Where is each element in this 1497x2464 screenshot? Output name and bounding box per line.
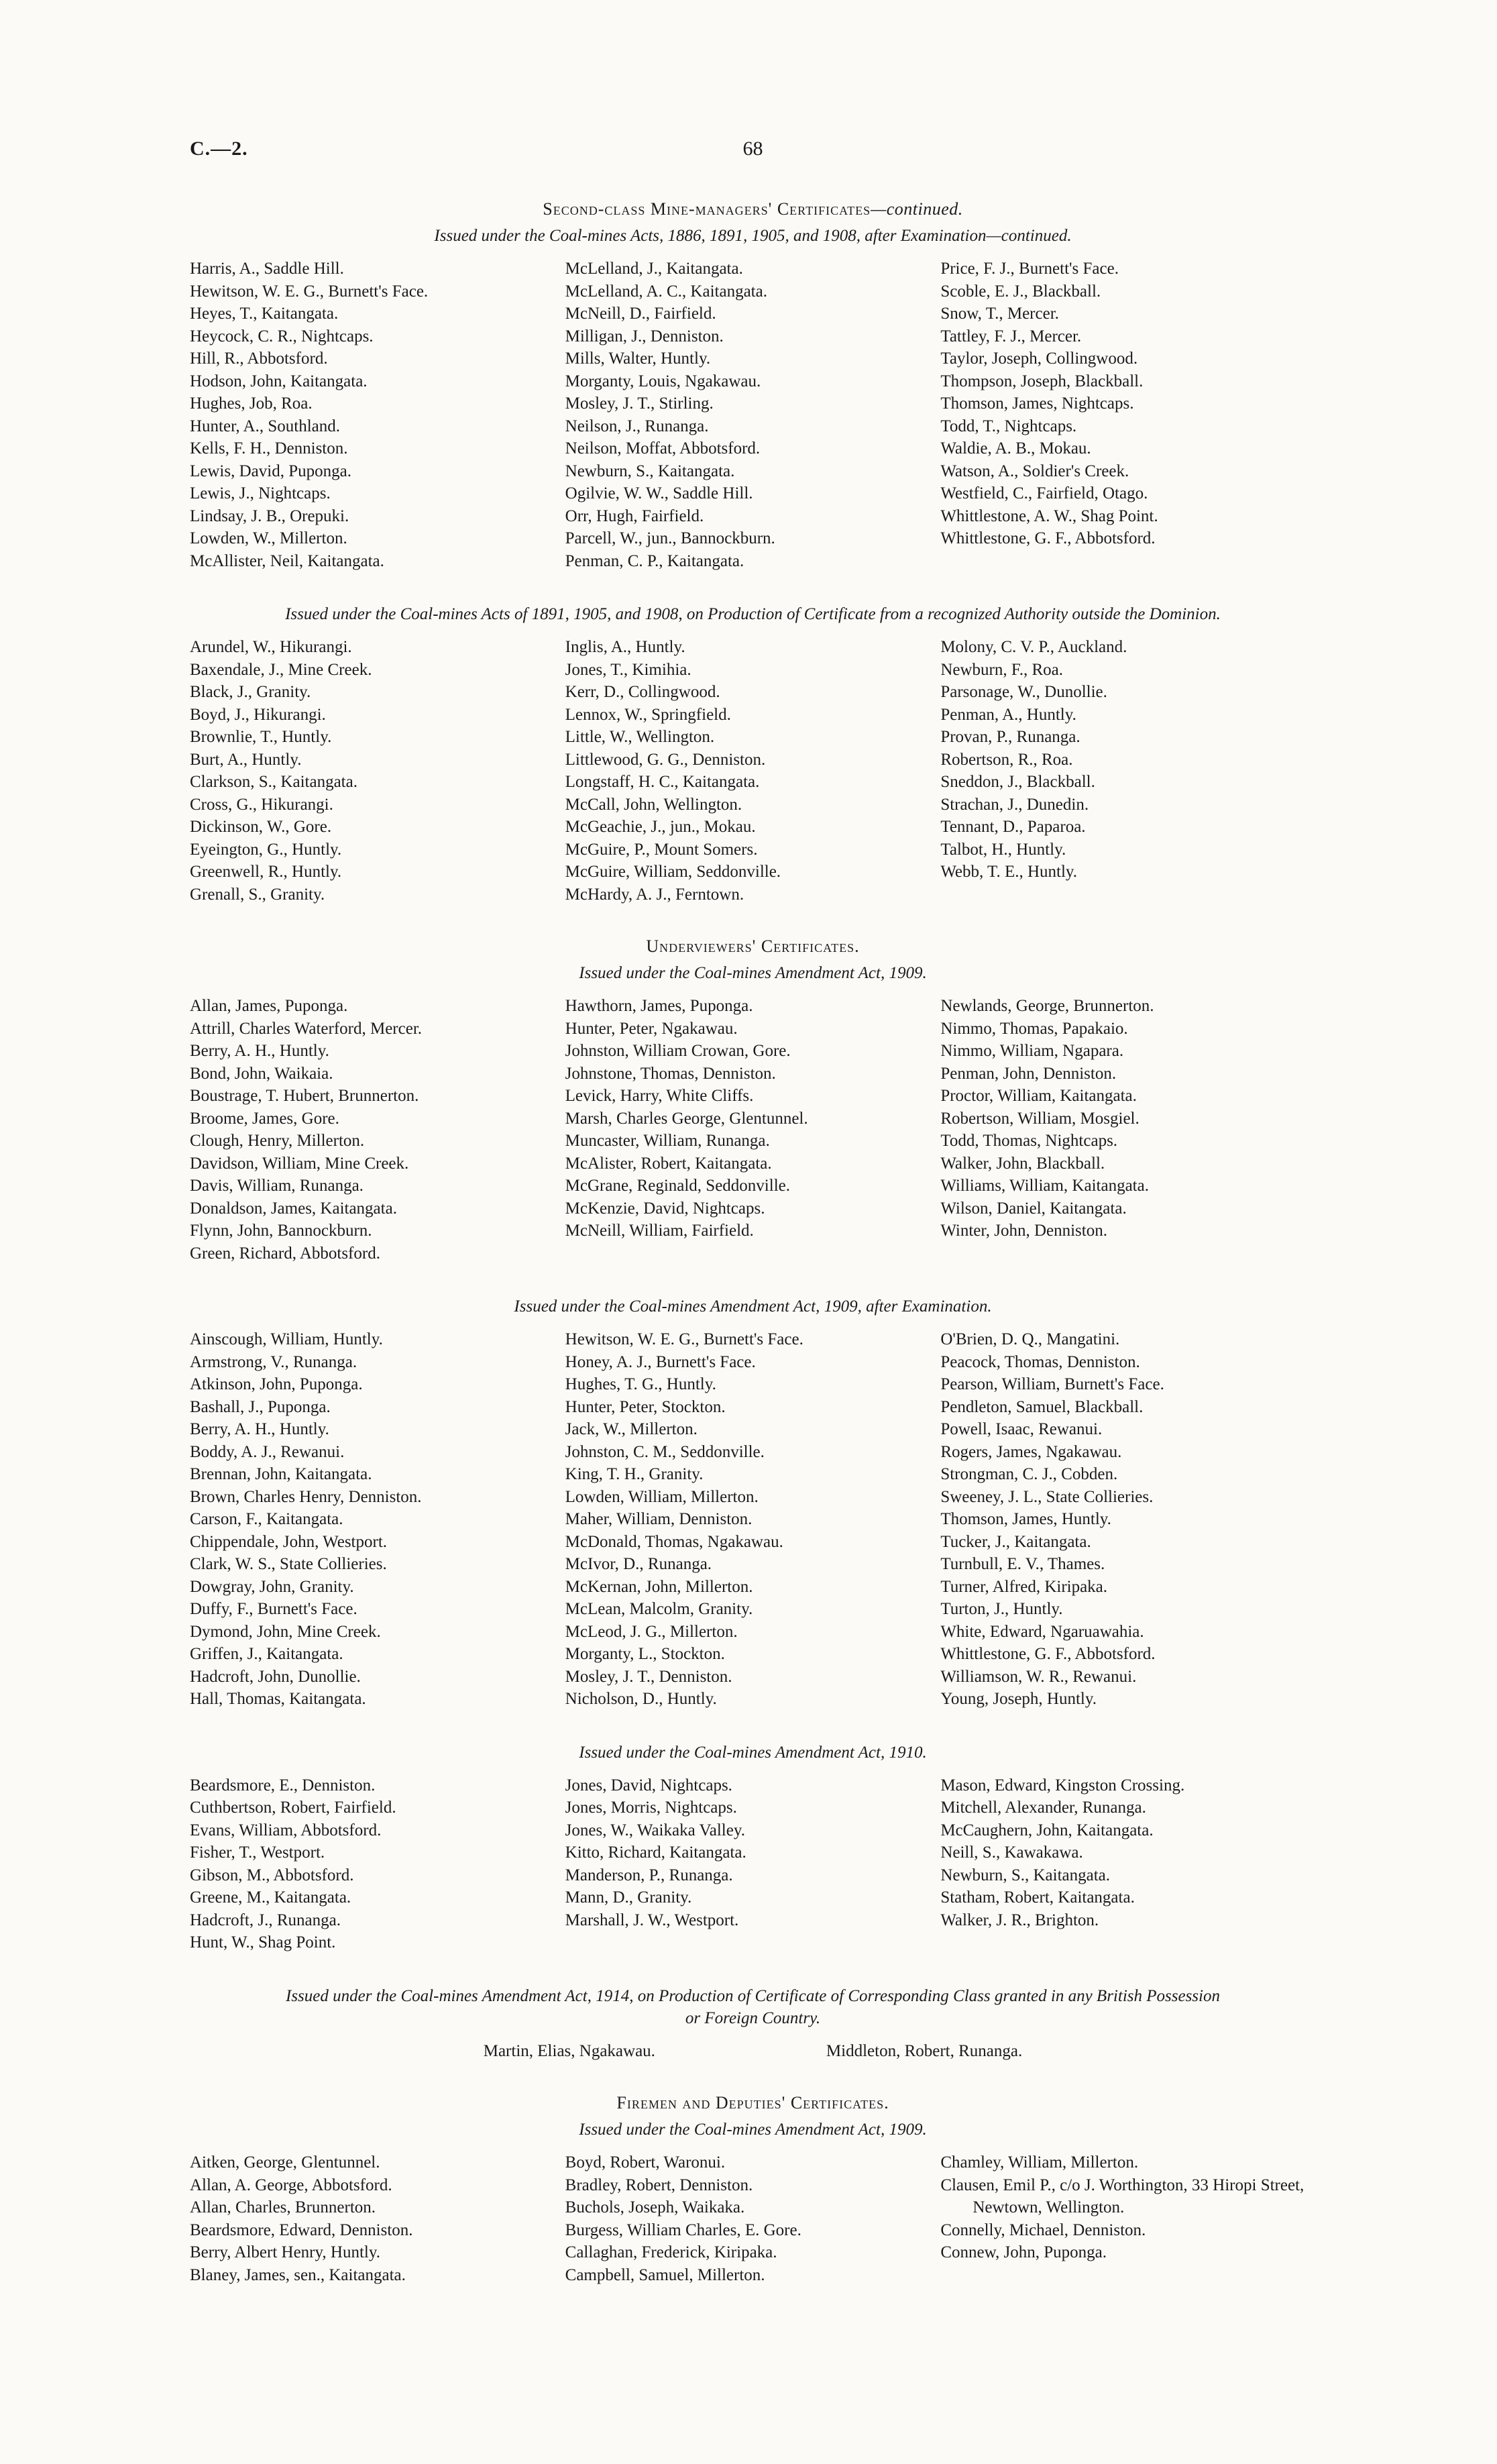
certificate-holder-entry: Jones, W., Waikaka Valley. — [565, 1821, 745, 1839]
certificate-holder-entry: Lennox, W., Springfield. — [565, 705, 731, 724]
name-column — [940, 1328, 1316, 1711]
certificate-holder-entry: Honey, A. J., Burnett's Face. — [565, 1352, 756, 1371]
certificate-holder-entry: Green, Richard, Abbotsford. — [190, 1244, 380, 1263]
certificate-holder-entry: Bradley, Robert, Denniston. — [565, 2176, 753, 2194]
certificate-holder-entry: Ainscough, William, Huntly. — [190, 1330, 383, 1348]
certificate-holder-entry: McHardy, A. J., Ferntown. — [565, 885, 744, 904]
certificate-holder-entry: Johnston, William Crowan, Gore. — [565, 1042, 791, 1060]
certificate-holder-entry: Brown, Charles Henry, Denniston. — [190, 1487, 422, 1506]
section-subtitle: Issued under the Coal-mines Amendment Act, 1910. — [579, 1743, 927, 1762]
certificate-holder-entry: Hewitson, W. E. G., Burnett's Face. — [190, 282, 429, 301]
certificate-holder-entry: Lewis, David, Puponga. — [190, 462, 351, 480]
certificate-holder-entry: Walker, J. R., Brighton. — [940, 1911, 1099, 1929]
sections-container — [190, 199, 1316, 2286]
name-columns — [190, 1328, 1316, 1711]
certificate-holder-entry: Boyd, Robert, Waronui. — [565, 2153, 726, 2172]
certificate-holder-entry: Penman, C. P., Kaitangata. — [565, 551, 744, 570]
certificate-holder-entry: Price, F. J., Burnett's Face. — [940, 260, 1119, 278]
name-column — [565, 636, 941, 906]
certificate-holder-entry: Tucker, J., Kaitangata. — [940, 1532, 1091, 1551]
certificate-holder-entry: Chippendale, John, Westport. — [190, 1532, 388, 1551]
name-column — [940, 1774, 1316, 1954]
certificate-holder-entry: Nimmo, Thomas, Papakaio. — [940, 1019, 1128, 1038]
certificate-holder-entry: Johnston, C. M., Seddonville. — [565, 1442, 765, 1461]
certificate-holder-entry: Burgess, William Charles, E. Gore. — [565, 2220, 801, 2239]
certificate-section — [190, 1295, 1316, 1711]
certificate-holder-entry: Newburn, S., Kaitangata. — [940, 1866, 1111, 1884]
name-column — [190, 995, 565, 1265]
certificate-holder-entry: Williamson, W. R., Rewanui. — [940, 1667, 1137, 1686]
certificate-holder-entry: Atkinson, John, Puponga. — [190, 1375, 363, 1393]
certificate-holder-entry: Parsonage, W., Dunollie. — [940, 683, 1107, 701]
certificate-holder-entry: Marsh, Charles George, Glentunnel. — [565, 1109, 808, 1128]
certificate-holder-entry: Evans, William, Abbotsford. — [190, 1821, 382, 1839]
certificate-holder-entry: Whittlestone, G. F., Abbotsford. — [940, 529, 1156, 547]
certificate-holder-entry: Fisher, T., Westport. — [190, 1843, 325, 1862]
certificate-holder-entry: Heycock, C. R., Nightcaps. — [190, 327, 374, 345]
certificate-holder-entry: Armstrong, V., Runanga. — [190, 1352, 357, 1371]
certificate-holder-entry: Nicholson, D., Huntly. — [565, 1690, 717, 1708]
certificate-holder-entry: Lewis, J., Nightcaps. — [190, 484, 331, 502]
certificate-holder-entry: Whittlestone, G. F., Abbotsford. — [940, 1645, 1156, 1663]
certificate-holder-entry: Mitchell, Alexander, Runanga. — [940, 1799, 1146, 1817]
certificate-holder-entry: Duffy, F., Burnett's Face. — [190, 1600, 357, 1618]
certificate-holder-entry: Williams, William, Kaitangata. — [940, 1177, 1149, 1195]
certificate-holder-entry: Jones, T., Kimihia. — [565, 660, 691, 679]
certificate-holder-entry: Hewitson, W. E. G., Burnett's Face. — [565, 1330, 803, 1348]
name-column — [190, 1774, 565, 1954]
section-heading-suffix: —continued. — [871, 199, 963, 219]
name-column — [190, 1328, 565, 1711]
certificate-holder-entry: King, T. H., Granity. — [565, 1465, 704, 1483]
certificate-holder-entry: Mosley, J. T., Stirling. — [565, 394, 714, 413]
certificate-holder-entry: Molony, C. V. P., Auckland. — [940, 638, 1127, 656]
certificate-holder-entry: Berry, A. H., Huntly. — [190, 1420, 329, 1438]
certificate-holder-entry: Hughes, T. G., Huntly. — [565, 1375, 716, 1393]
certificate-holder-entry: Flynn, John, Bannockburn. — [190, 1222, 372, 1240]
certificate-holder-entry: Kitto, Richard, Kaitangata. — [565, 1843, 746, 1862]
certificate-holder-entry: Hadcroft, J., Runanga. — [190, 1911, 341, 1929]
certificate-holder-entry: Turner, Alfred, Kiripaka. — [940, 1577, 1108, 1596]
name-column — [565, 2151, 941, 2286]
certificate-holder-entry: Ogilvie, W. W., Saddle Hill. — [565, 484, 753, 502]
name-column — [565, 995, 941, 1265]
certificate-holder-entry: Robertson, William, Mosgiel. — [940, 1109, 1140, 1128]
certificate-holder-entry: Hughes, Job, Roa. — [190, 394, 313, 413]
certificate-holder-entry: O'Brien, D. Q., Mangatini. — [940, 1330, 1120, 1348]
certificate-holder-entry: Cross, G., Hikurangi. — [190, 795, 333, 814]
certificate-holder-entry: Baxendale, J., Mine Creek. — [190, 660, 372, 679]
certificate-holder-entry: Mills, Walter, Huntly. — [565, 350, 711, 368]
certificate-holder-entry: Jack, W., Millerton. — [565, 1420, 698, 1438]
certificate-holder-entry: Donaldson, James, Kaitangata. — [190, 1199, 397, 1218]
certificate-holder-entry: Davis, William, Runanga. — [190, 1177, 364, 1195]
certificate-holder-entry: Hadcroft, John, Dunollie. — [190, 1667, 361, 1686]
certificate-holder-entry: Neilson, J., Runanga. — [565, 417, 709, 435]
certificate-holder-entry: Statham, Robert, Kaitangata. — [940, 1888, 1135, 1907]
certificate-holder-entry: Webb, T. E., Huntly. — [940, 863, 1078, 881]
certificate-holder-entry: Maher, William, Denniston. — [565, 1510, 753, 1528]
certificate-holder-entry: Scoble, E. J., Blackball. — [940, 282, 1101, 301]
certificate-holder-entry: Clausen, Emil P., c/o J. Worthington, 33 Hiropi Street, Newtown, Wellington. — [940, 2176, 1305, 2216]
certificate-holder-entry: Blaney, James, sen., Kaitangata. — [190, 2265, 406, 2284]
certificate-holder-entry: Little, W., Wellington. — [565, 728, 715, 746]
certificate-holder-entry: Strongman, C. J., Cobden. — [940, 1465, 1118, 1483]
name-columns — [190, 258, 1316, 572]
certificate-holder-entry: Sweeney, J. L., State Collieries. — [940, 1487, 1154, 1506]
certificate-holder-entry: Hunter, Peter, Ngakawau. — [565, 1019, 738, 1038]
certificate-holder-entry: Marshall, J. W., Westport. — [565, 1911, 739, 1929]
name-column — [190, 636, 565, 906]
certificate-holder-entry: McCaughern, John, Kaitangata. — [940, 1821, 1154, 1839]
certificate-holder-entry: Lowden, W., Millerton. — [190, 529, 347, 547]
certificate-holder-entry: McLean, Malcolm, Granity. — [565, 1600, 753, 1618]
certificate-holder-entry: Connew, John, Puponga. — [940, 2243, 1107, 2261]
certificate-holder-entry: Powell, Isaac, Rewanui. — [940, 1420, 1103, 1438]
certificate-holder-entry: Watson, A., Soldier's Creek. — [940, 462, 1129, 480]
certificate-holder-entry: McLelland, J., Kaitangata. — [565, 260, 743, 278]
certificate-holder-entry: Nimmo, William, Ngapara. — [940, 1042, 1124, 1060]
certificate-holder-entry: Waldie, A. B., Mokau. — [940, 439, 1091, 458]
certificate-holder-entry: Boustrage, T. Hubert, Brunnerton. — [190, 1087, 419, 1105]
certificate-holder-entry: Berry, Albert Henry, Huntly. — [190, 2243, 380, 2261]
certificate-holder-entry: Bashall, J., Puponga. — [190, 1397, 331, 1416]
certificate-holder-entry: Davidson, William, Mine Creek. — [190, 1154, 409, 1173]
certificate-holder-entry: Hunt, W., Shag Point. — [190, 1933, 336, 1951]
certificate-holder-entry: Burt, A., Huntly. — [190, 750, 302, 769]
certificate-holder-entry: Morganty, Louis, Ngakawau. — [565, 372, 761, 390]
section-heading — [190, 2093, 1316, 2113]
certificate-holder-entry: Neilson, Moffat, Abbotsford. — [565, 439, 761, 458]
certificate-holder-entry: Wilson, Daniel, Kaitangata. — [940, 1199, 1127, 1218]
certificate-holder-entry: Provan, P., Runanga. — [940, 728, 1080, 746]
certificate-holder-entry: Hunter, Peter, Stockton. — [565, 1397, 726, 1416]
certificate-holder-entry: Strachan, J., Dunedin. — [940, 795, 1089, 814]
certificate-holder-entry: Winter, John, Denniston. — [940, 1222, 1107, 1240]
page-header — [190, 138, 1316, 164]
certificate-section — [190, 199, 1316, 572]
certificate-holder-entry: Taylor, Joseph, Collingwood. — [940, 350, 1138, 368]
certificate-section — [190, 1985, 1316, 2063]
certificate-holder-entry: Greenwell, R., Huntly. — [190, 863, 342, 881]
name-columns — [190, 2151, 1316, 2286]
certificate-holder-entry: Levick, Harry, White Cliffs. — [565, 1087, 754, 1105]
certificate-section — [190, 1742, 1316, 1954]
certificate-holder-entry: Beardsmore, E., Denniston. — [190, 1776, 376, 1795]
section-subtitle: Issued under the Coal-mines Amendment Act, 1909. — [579, 964, 927, 982]
certificate-section — [190, 2093, 1316, 2286]
certificate-holder-entry: Walker, John, Blackball. — [940, 1154, 1105, 1173]
certificate-holder-entry: McLeod, J. G., Millerton. — [565, 1622, 738, 1641]
certificate-holder-entry: Clough, Henry, Millerton. — [190, 1132, 365, 1150]
certificate-holder-entry: Middleton, Robert, Runanga. — [826, 2041, 1023, 2060]
name-column — [940, 258, 1316, 572]
certificate-holder-entry: McGuire, P., Mount Somers. — [565, 840, 758, 859]
name-column — [940, 2151, 1316, 2286]
certificate-holder-entry: Mason, Edward, Kingston Crossing. — [940, 1776, 1185, 1795]
certificate-holder-entry: Heyes, T., Kaitangata. — [190, 305, 339, 323]
certificate-holder-entry: Attrill, Charles Waterford, Mercer. — [190, 1019, 423, 1038]
certificate-holder-entry: Young, Joseph, Huntly. — [940, 1690, 1097, 1708]
certificate-holder-entry: McNeill, William, Fairfield. — [565, 1222, 754, 1240]
certificate-holder-entry: Black, J., Granity. — [190, 683, 311, 701]
certificate-holder-entry: Boyd, J., Hikurangi. — [190, 705, 326, 724]
certificate-holder-entry: Allan, James, Puponga. — [190, 997, 348, 1015]
certificate-holder-entry: McCall, John, Wellington. — [565, 795, 742, 814]
name-column — [190, 2151, 565, 2286]
certificate-holder-entry: Kells, F. H., Denniston. — [190, 439, 348, 458]
name-columns — [190, 995, 1316, 1265]
certificate-holder-entry: Connelly, Michael, Denniston. — [940, 2220, 1146, 2239]
certificate-holder-entry: Hodson, John, Kaitangata. — [190, 372, 368, 390]
certificate-holder-entry: Lowden, William, Millerton. — [565, 1487, 759, 1506]
certificate-holder-entry: McGrane, Reginald, Seddonville. — [565, 1177, 790, 1195]
certificate-holder-entry: Gibson, M., Abbotsford. — [190, 1866, 354, 1884]
section-subtitle: Issued under the Coal-mines Amendment Act, 1909. — [579, 2121, 927, 2139]
certificate-holder-entry: Arundel, W., Hikurangi. — [190, 638, 352, 656]
certificate-holder-entry: Clark, W. S., State Collieries. — [190, 1555, 387, 1573]
certificate-holder-entry: Parcell, W., jun., Bannockburn. — [565, 529, 775, 547]
certificate-holder-entry: McDonald, Thomas, Ngakawau. — [565, 1532, 783, 1551]
certificate-holder-entry: Neill, S., Kawakawa. — [940, 1843, 1083, 1862]
certificate-holder-entry: McGeachie, J., jun., Mokau. — [565, 818, 756, 836]
certificate-holder-entry: Hunter, A., Southland. — [190, 417, 340, 435]
certificate-holder-entry: Lindsay, J. B., Orepuki. — [190, 506, 349, 525]
certificate-holder-entry: Penman, John, Denniston. — [940, 1064, 1117, 1083]
certificate-holder-entry: Pearson, William, Burnett's Face. — [940, 1375, 1164, 1393]
certificate-holder-entry: Pendleton, Samuel, Blackball. — [940, 1397, 1144, 1416]
certificate-holder-entry: Westfield, C., Fairfield, Otago. — [940, 484, 1148, 502]
certificate-holder-entry: Chamley, William, Millerton. — [940, 2153, 1139, 2172]
section-heading-text: Underviewers' Certificates. — [646, 936, 860, 956]
certificate-holder-entry: McNeill, D., Fairfield. — [565, 305, 716, 323]
certificate-holder-entry: Campbell, Samuel, Millerton. — [565, 2265, 765, 2284]
name-column — [190, 258, 565, 572]
section-heading-text: Firemen and Deputies' Certificates. — [616, 2093, 889, 2112]
certificate-holder-entry: Eyeington, G., Huntly. — [190, 840, 342, 859]
certificate-holder-entry: Callaghan, Frederick, Kiripaka. — [565, 2243, 777, 2261]
certificate-holder-entry: Aitken, George, Glentunnel. — [190, 2153, 380, 2172]
name-column — [940, 995, 1316, 1265]
certificate-holder-entry: Manderson, P., Runanga. — [565, 1866, 733, 1884]
certificate-holder-entry: Clarkson, S., Kaitangata. — [190, 773, 357, 791]
section-heading — [190, 936, 1316, 957]
certificate-holder-entry: Kerr, D., Collingwood. — [565, 683, 720, 701]
certificate-holder-entry: Rogers, James, Ngakawau. — [940, 1442, 1122, 1461]
certificate-holder-entry: Grenall, S., Granity. — [190, 885, 325, 904]
name-column — [565, 1774, 941, 1954]
certificate-holder-entry: Mann, D., Granity. — [565, 1888, 692, 1907]
name-columns — [190, 1774, 1316, 1954]
certificate-holder-entry: Longstaff, H. C., Kaitangata. — [565, 773, 760, 791]
certificate-holder-entry: Jones, David, Nightcaps. — [565, 1776, 732, 1795]
certificate-holder-entry: Beardsmore, Edward, Denniston. — [190, 2220, 413, 2239]
certificate-holder-entry: McIvor, D., Runanga. — [565, 1555, 712, 1573]
certificate-holder-entry: Hawthorn, James, Puponga. — [565, 997, 753, 1015]
certificate-holder-entry: Inglis, A., Huntly. — [565, 638, 685, 656]
certificate-holder-entry: Robertson, R., Roa. — [940, 750, 1073, 769]
certificate-holder-entry: Bond, John, Waikaia. — [190, 1064, 333, 1083]
certificate-holder-entry: Proctor, William, Kaitangata. — [940, 1087, 1137, 1105]
certificate-holder-entry: Thomson, James, Nightcaps. — [940, 394, 1134, 413]
certificate-holder-entry: Littlewood, G. G., Denniston. — [565, 750, 766, 769]
certificate-holder-entry: Dickinson, W., Gore. — [190, 818, 332, 836]
certificate-holder-entry: McAllister, Neil, Kaitangata. — [190, 551, 384, 570]
certificate-holder-entry: Brownlie, T., Huntly. — [190, 728, 332, 746]
certificate-holder-entry: Thompson, Joseph, Blackball. — [940, 372, 1144, 390]
section-subtitle: Issued under the Coal-mines Acts of 1891, 1905, and 1908, on Production of Certificate from a recognized Authority outside the Dominion. — [285, 605, 1221, 623]
certificate-holder-entry: Griffen, J., Kaitangata. — [190, 1645, 343, 1663]
certificate-holder-entry: White, Edward, Ngaruawahia. — [940, 1622, 1144, 1641]
section-heading-text: Second-class Mine-managers' Certificates — [543, 199, 871, 219]
certificate-holder-entry: Newburn, S., Kaitangata. — [565, 462, 735, 480]
certificate-holder-entry: Allan, Charles, Brunnerton. — [190, 2198, 376, 2216]
certificate-holder-entry: Harris, A., Saddle Hill. — [190, 260, 344, 278]
certificate-holder-entry: Newlands, George, Brunnerton. — [940, 997, 1154, 1015]
certificate-holder-entry: Martin, Elias, Ngakawau. — [483, 2041, 655, 2060]
certificate-holder-entry: McKenzie, David, Nightcaps. — [565, 1199, 765, 1218]
certificate-holder-entry: Cuthbertson, Robert, Fairfield. — [190, 1799, 396, 1817]
certificate-holder-entry: Whittlestone, A. W., Shag Point. — [940, 506, 1158, 525]
certificate-holder-entry: Buchols, Joseph, Waikaka. — [565, 2198, 745, 2216]
certificate-holder-entry: Peacock, Thomas, Denniston. — [940, 1352, 1140, 1371]
certificate-section — [190, 936, 1316, 1265]
certificate-holder-entry: Brennan, John, Kaitangata. — [190, 1465, 372, 1483]
certificate-holder-entry: Tattley, F. J., Mercer. — [940, 327, 1082, 345]
name-column — [565, 1328, 941, 1711]
name-column — [565, 258, 941, 572]
certificate-holder-entry: Hill, R., Abbotsford. — [190, 350, 328, 368]
name-columns — [190, 636, 1316, 906]
certificate-holder-entry: Jones, Morris, Nightcaps. — [565, 1799, 737, 1817]
certificate-holder-entry: Newburn, F., Roa. — [940, 660, 1064, 679]
certificate-holder-entry: Thomson, James, Huntly. — [940, 1510, 1111, 1528]
certificate-holder-entry: Orr, Hugh, Fairfield. — [565, 506, 704, 525]
certificate-holder-entry: Broome, James, Gore. — [190, 1109, 339, 1128]
section-heading — [190, 199, 1316, 219]
certificate-holder-entry: Todd, Thomas, Nightcaps. — [940, 1132, 1118, 1150]
certificate-holder-entry: Turnbull, E. V., Thames. — [940, 1555, 1105, 1573]
name-column — [940, 636, 1316, 906]
page-number: 68 — [742, 138, 763, 160]
certificate-holder-entry: Carson, F., Kaitangata. — [190, 1510, 343, 1528]
section-subtitle: Issued under the Coal-mines Acts, 1886, 1891, 1905, and 1908, after Examination—continued. — [434, 227, 1072, 245]
section-subtitle: Issued under the Coal-mines Amendment Act, 1914, on Production of Certificate of Corresponding Class granted in any British Possession or Foreign Country. — [286, 1986, 1220, 2027]
certificate-holder-entry: Snow, T., Mercer. — [940, 305, 1059, 323]
inline-name-row — [190, 2040, 1316, 2063]
certificate-holder-entry: Milligan, J., Denniston. — [565, 327, 724, 345]
certificate-holder-entry: Allan, A. George, Abbotsford. — [190, 2176, 392, 2194]
certificate-holder-entry: McGuire, William, Seddonville. — [565, 863, 781, 881]
certificate-holder-entry: Tennant, D., Paparoa. — [940, 818, 1086, 836]
certificate-holder-entry: Berry, A. H., Huntly. — [190, 1042, 329, 1060]
certificate-holder-entry: Sneddon, J., Blackball. — [940, 773, 1095, 791]
certificate-holder-entry: Johnstone, Thomas, Denniston. — [565, 1064, 776, 1083]
document-reference: C.—2. — [190, 138, 248, 160]
certificate-holder-entry: Muncaster, William, Runanga. — [565, 1132, 770, 1150]
certificate-holder-entry: Dymond, John, Mine Creek. — [190, 1622, 381, 1641]
certificate-holder-entry: Talbot, H., Huntly. — [940, 840, 1066, 859]
certificate-holder-entry: Mosley, J. T., Denniston. — [565, 1667, 732, 1686]
certificate-holder-entry: Turton, J., Huntly. — [940, 1600, 1063, 1618]
certificate-section — [190, 603, 1316, 906]
certificate-holder-entry: Morganty, L., Stockton. — [565, 1645, 725, 1663]
certificate-holder-entry: Dowgray, John, Granity. — [190, 1577, 354, 1596]
certificate-holder-entry: McKernan, John, Millerton. — [565, 1577, 753, 1596]
certificate-holder-entry: McAlister, Robert, Kaitangata. — [565, 1154, 772, 1173]
certificate-holder-entry: Todd, T., Nightcaps. — [940, 417, 1077, 435]
certificate-holder-entry: Penman, A., Huntly. — [940, 705, 1076, 724]
certificate-holder-entry: Boddy, A. J., Rewanui. — [190, 1442, 345, 1461]
certificate-holder-entry: Greene, M., Kaitangata. — [190, 1888, 351, 1907]
certificate-holder-entry: McLelland, A. C., Kaitangata. — [565, 282, 767, 301]
certificate-holder-entry: Hall, Thomas, Kaitangata. — [190, 1690, 366, 1708]
section-subtitle: Issued under the Coal-mines Amendment Act, 1909, after Examination. — [514, 1297, 992, 1316]
